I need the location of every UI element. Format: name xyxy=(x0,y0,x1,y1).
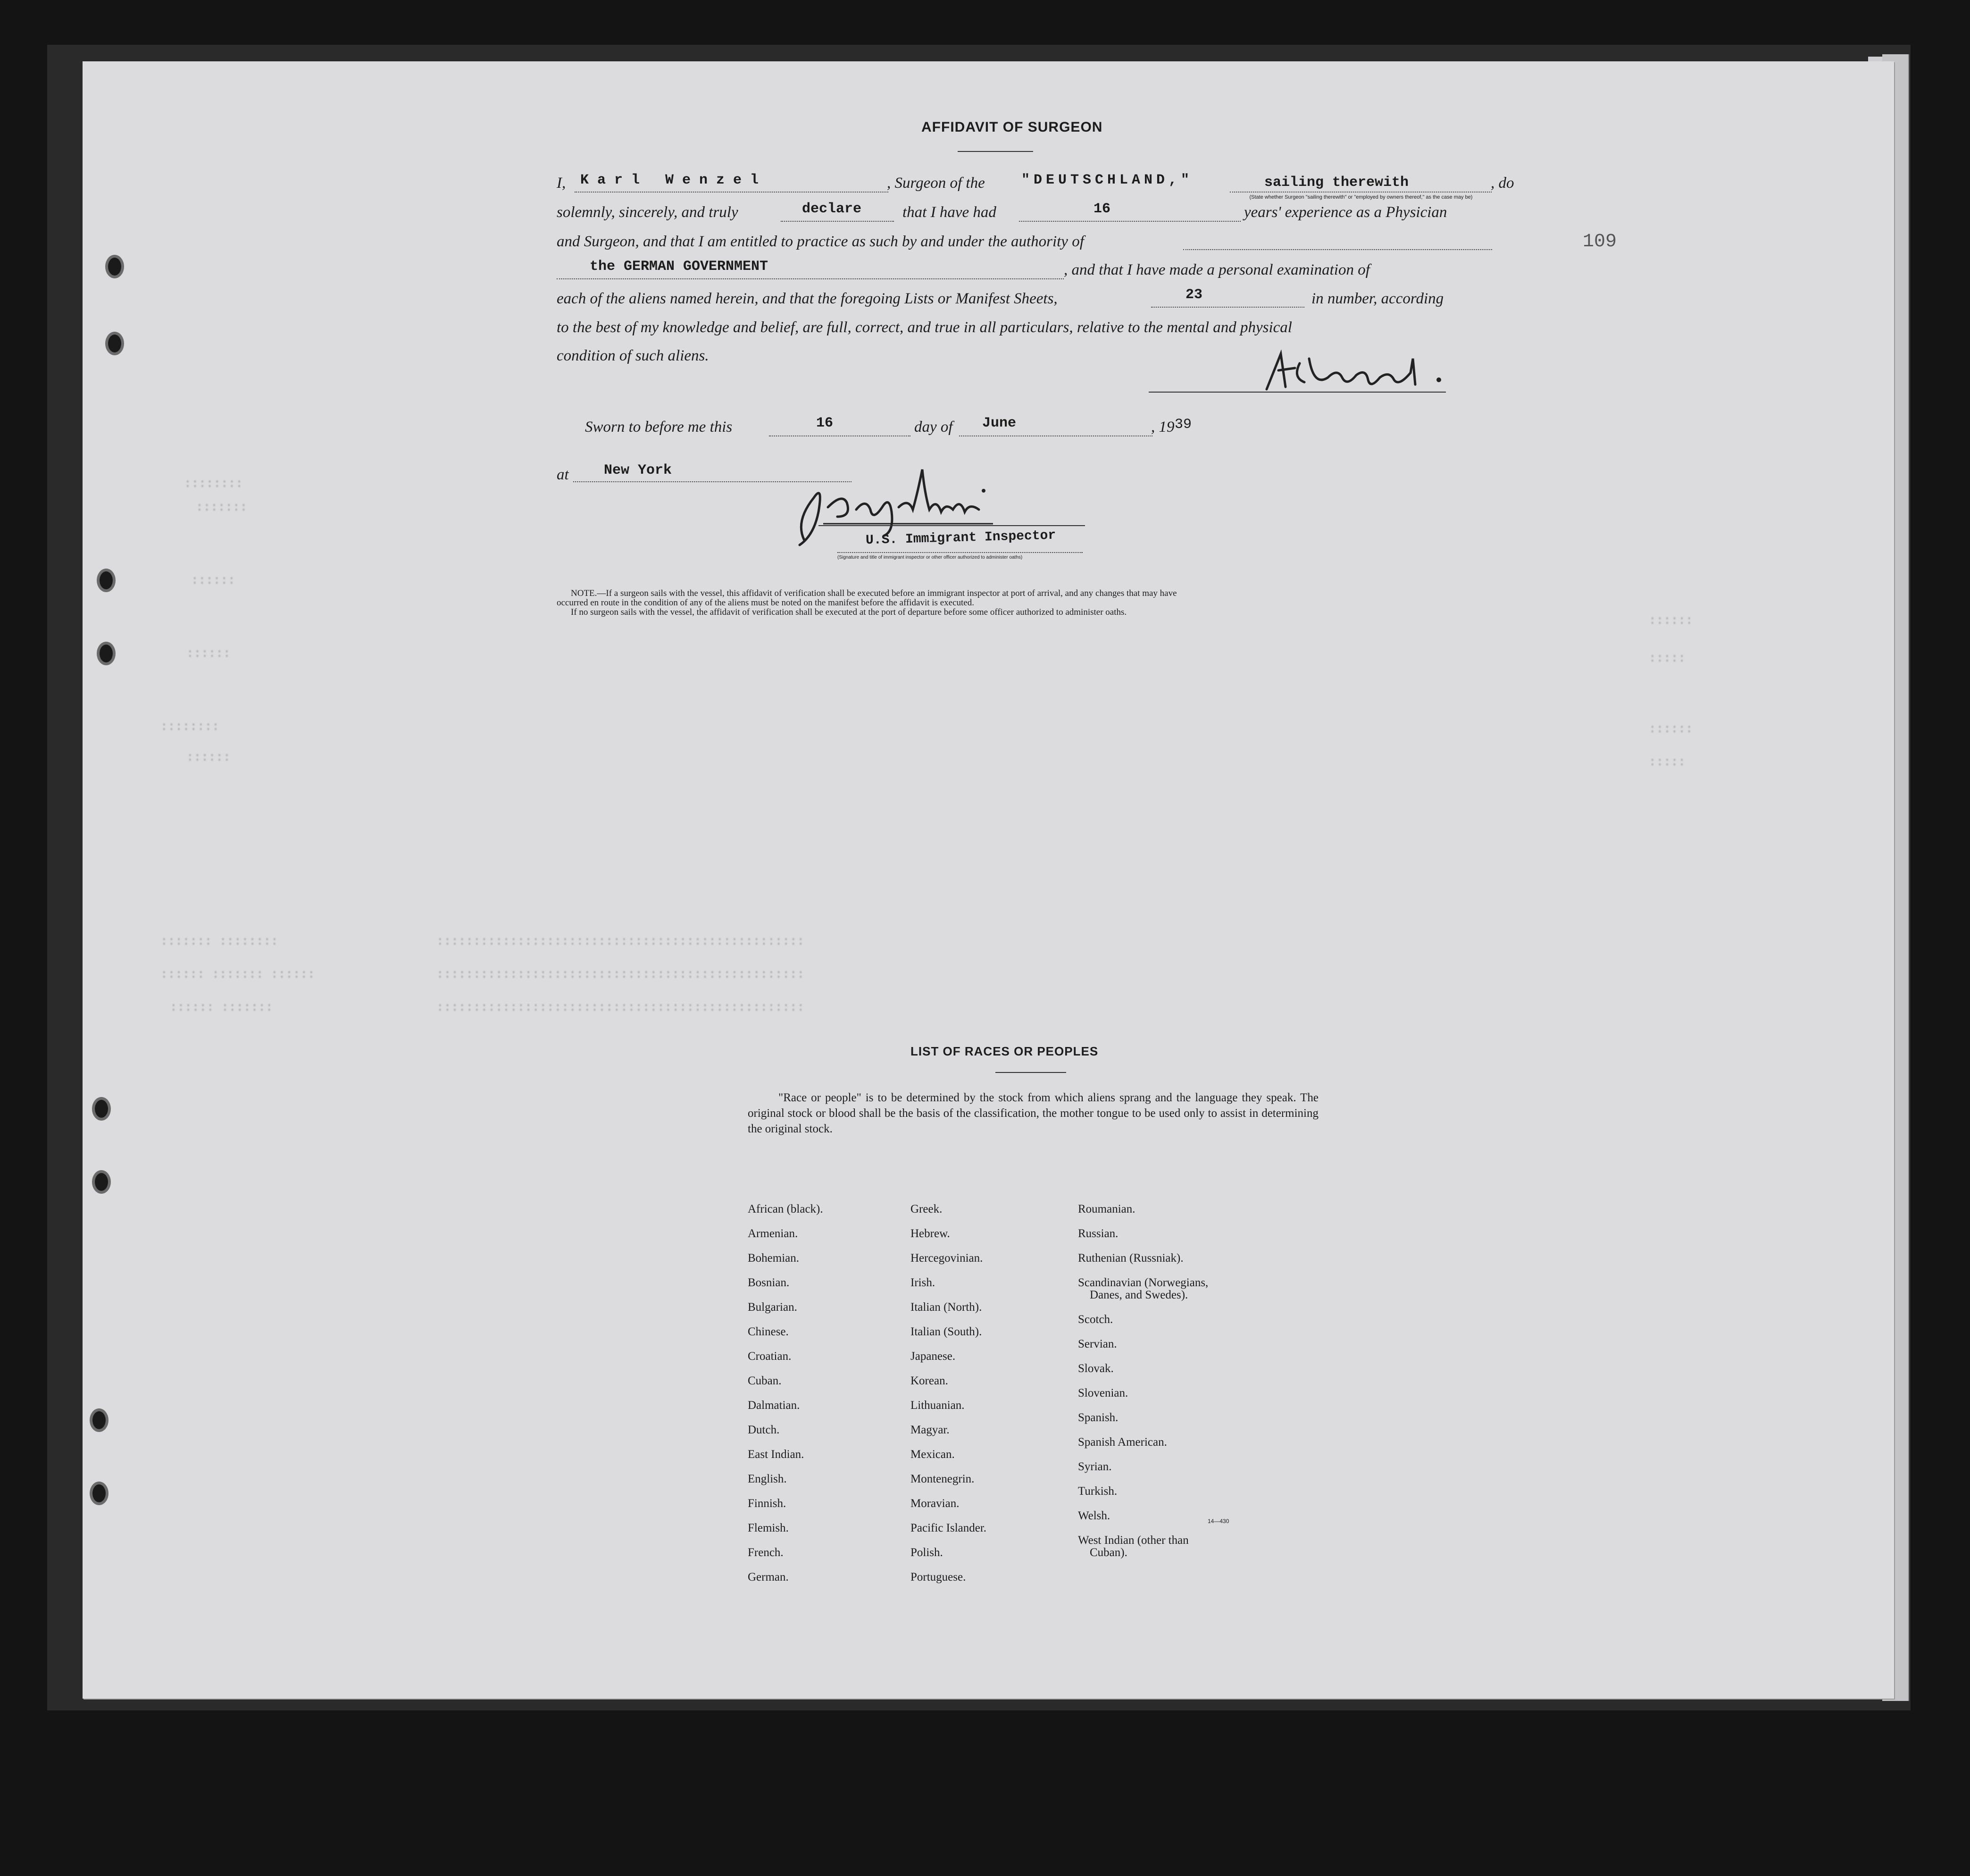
race-entry: Slovenian. xyxy=(1078,1387,1128,1399)
race-entry: Italian (North). xyxy=(910,1301,982,1314)
race-entry: Flemish. xyxy=(748,1522,789,1534)
race-entry: Greek. xyxy=(910,1203,943,1215)
affidavit-text: that I have had xyxy=(902,204,996,221)
race-entry: French. xyxy=(748,1546,784,1559)
bleed-through-text: :::::: ::::::: xyxy=(170,1000,273,1014)
affidavit-text: years' experience as a Physician xyxy=(1244,204,1447,221)
race-entry: Slovak. xyxy=(1078,1362,1114,1375)
race-entry: Polish. xyxy=(910,1546,943,1559)
inspector-caption: (Signature and title of immigrant inspector or other officer authorized to administer oaths) xyxy=(837,555,1023,560)
bleed-through-text: :::::::::::::::::::::::::::::::::::::::::::::::::: xyxy=(436,1000,805,1014)
race-entry: Magyar. xyxy=(910,1424,950,1436)
race-entry: Korean. xyxy=(910,1374,948,1387)
affidavit-text: , do xyxy=(1491,175,1514,192)
sheet-count: 23 xyxy=(1185,287,1203,303)
fill-line xyxy=(1019,221,1241,222)
affidavit-text: and Surgeon, and that I am entitled to practice as such by and under the authority of xyxy=(557,233,1084,250)
race-entry: Pacific Islander. xyxy=(910,1522,987,1534)
affidavit-text: each of the aliens named herein, and that the foregoing Lists or Manifest Sheets, xyxy=(557,290,1058,307)
sworn-text: , 19 xyxy=(1151,419,1175,436)
race-entry: Scotch. xyxy=(1078,1313,1113,1326)
race-entry: Servian. xyxy=(1078,1338,1117,1350)
fill-line xyxy=(837,552,1083,553)
race-entry: Spanish. xyxy=(1078,1411,1119,1424)
at-label: at xyxy=(557,466,569,483)
race-entry: Chinese. xyxy=(748,1325,789,1338)
binder-hole xyxy=(92,1097,111,1121)
race-entry: Lithuanian. xyxy=(910,1399,965,1412)
race-entry: West Indian (other than xyxy=(1078,1534,1189,1547)
race-entry: Russian. xyxy=(1078,1227,1119,1240)
race-entry: Mexican. xyxy=(910,1448,955,1461)
race-entry: Moravian. xyxy=(910,1497,960,1510)
fill-line xyxy=(575,192,888,193)
fill-line xyxy=(557,278,1064,279)
race-entry: Bosnian. xyxy=(748,1276,790,1289)
binder-hole xyxy=(90,1408,109,1432)
affidavit-text: , and that I have made a personal examination of xyxy=(1064,261,1370,278)
sworn-text: Sworn to before me this xyxy=(585,419,733,436)
form-number: 14—430 xyxy=(1208,1518,1229,1524)
fill-line xyxy=(1230,192,1492,193)
manifest-page xyxy=(83,61,1894,1699)
race-entry: Danes, and Swedes). xyxy=(1090,1289,1188,1301)
declaration-word: declare xyxy=(802,201,862,217)
affidavit-text: in number, according xyxy=(1311,290,1444,307)
bleed-through-text: ::::::: xyxy=(196,500,248,514)
affidavit-note: NOTE.—If a surgeon sails with the vessel, this affidavit of verification shall be executed before an immigrant inspector at port of arrival, and any changes that may have xyxy=(571,588,1177,598)
affidavit-title: AFFIDAVIT OF SURGEON xyxy=(921,119,1103,135)
race-entry: Croatian. xyxy=(748,1350,792,1363)
race-entry: Hercegovinian. xyxy=(910,1252,983,1265)
race-entry: Japanese. xyxy=(910,1350,956,1363)
bleed-through-text: :::::: xyxy=(186,750,231,764)
bleed-through-text: :::::: xyxy=(1649,613,1693,628)
affidavit-text: , Surgeon of the xyxy=(887,175,985,192)
fill-line xyxy=(1151,307,1304,308)
affidavit-text: to the best of my knowledge and belief, are full, correct, and true in all particulars, relative to the mental and physical xyxy=(557,319,1292,336)
race-entry: German. xyxy=(748,1571,789,1583)
bleed-through-text: :::::::: xyxy=(184,477,243,491)
race-entry: Irish. xyxy=(910,1276,935,1289)
bleed-through-text: :::::: xyxy=(186,646,231,661)
sworn-text: day of xyxy=(914,419,953,436)
fill-line xyxy=(781,221,894,222)
race-entry: Cuban. xyxy=(748,1374,782,1387)
inspector-title: U.S. Immigrant Inspector xyxy=(865,528,1056,548)
title-rule xyxy=(995,1072,1066,1073)
race-entry: Welsh. xyxy=(1078,1509,1110,1522)
races-title: LIST OF RACES OR PEOPLES xyxy=(910,1044,1099,1058)
bleed-through-text: :::::::::::::::::::::::::::::::::::::::::::::::::: xyxy=(436,967,805,981)
bleed-through-text: ::::::: :::::::: xyxy=(160,934,278,948)
race-entry: East Indian. xyxy=(748,1448,804,1461)
bleed-through-text: :::::: xyxy=(191,573,235,587)
affidavit-note: If no surgeon sails with the vessel, the affidavit of verification shall be executed at the port of departure before some officer authorized to administer oaths. xyxy=(571,607,1127,617)
sailing-note: (State whether Surgeon "sailing therewith" or "employed by owners thereof," as the case may be) xyxy=(1249,194,1473,200)
sworn-year: 39 xyxy=(1175,417,1192,433)
race-entry: Armenian. xyxy=(748,1227,798,1240)
race-entry: Finnish. xyxy=(748,1497,786,1510)
race-entry: Cuban). xyxy=(1090,1546,1127,1559)
race-entry: Scandinavian (Norwegians, xyxy=(1078,1276,1209,1289)
page-number: 109 xyxy=(1583,231,1617,252)
race-entry: Roumanian. xyxy=(1078,1203,1135,1215)
race-entry: Portuguese. xyxy=(910,1571,966,1583)
race-entry: Turkish. xyxy=(1078,1485,1118,1498)
binder-hole xyxy=(105,332,124,355)
bleed-through-text: :::::: xyxy=(1649,722,1693,736)
sworn-day: 16 xyxy=(816,415,834,431)
sworn-location: New York xyxy=(604,462,672,478)
affidavit-text: solemnly, sincerely, and truly xyxy=(557,204,738,221)
surgeon-name: Karl Wenzel xyxy=(580,172,768,188)
race-entry: Bulgarian. xyxy=(748,1301,797,1314)
race-entry: Bohemian. xyxy=(748,1252,800,1265)
race-entry: Ruthenian (Russniak). xyxy=(1078,1252,1184,1265)
vessel-name: "DEUTSCHLAND," xyxy=(1021,172,1194,188)
race-entry: Dutch. xyxy=(748,1424,780,1436)
race-entry: Syrian. xyxy=(1078,1460,1112,1473)
race-entry: Montenegrin. xyxy=(910,1473,975,1485)
affidavit-text: condition of such aliens. xyxy=(557,347,709,364)
signature-line xyxy=(1149,392,1446,393)
race-entry: Spanish American. xyxy=(1078,1436,1167,1449)
title-rule xyxy=(958,151,1033,152)
inspector-line xyxy=(818,525,1085,526)
sworn-month: June xyxy=(982,415,1017,431)
bleed-through-text: :::::::::::::::::::::::::::::::::::::::::::::::::: xyxy=(436,934,805,948)
binder-hole xyxy=(105,255,124,278)
affidavit-note: occurred en route in the condition of any of the aliens must be noted on the manifest before the affidavit is executed. xyxy=(557,598,974,608)
race-entry: Italian (South). xyxy=(910,1325,982,1338)
fill-line xyxy=(1183,249,1492,250)
surgeon-signature xyxy=(1248,344,1455,396)
races-intro: "Race or people" is to be determined by the stock from which aliens sprang and the language they speak. The original stock or blood shall be the basis of the classification, the mother tongue to be used only to assist in determining the original stock. xyxy=(748,1091,1319,1135)
affidavit-text: I, xyxy=(557,175,566,192)
race-entry: Hebrew. xyxy=(910,1227,950,1240)
bleed-through-text: :::::: ::::::: :::::: xyxy=(160,967,315,981)
bleed-through-text: :::::::: xyxy=(160,720,219,734)
sailing-status: sailing therewith xyxy=(1264,175,1409,191)
binder-hole xyxy=(97,569,116,592)
binder-hole xyxy=(97,642,116,665)
binder-hole xyxy=(92,1170,111,1194)
race-entry: Dalmatian. xyxy=(748,1399,800,1412)
years-experience: 16 xyxy=(1094,201,1111,217)
race-entry: English. xyxy=(748,1473,787,1485)
authority-name: the GERMAN GOVERNMENT xyxy=(590,259,768,275)
bleed-through-text: ::::: xyxy=(1649,651,1686,665)
binder-hole xyxy=(90,1482,109,1505)
race-entry: African (black). xyxy=(748,1203,823,1215)
bleed-through-text: ::::: xyxy=(1649,755,1686,769)
